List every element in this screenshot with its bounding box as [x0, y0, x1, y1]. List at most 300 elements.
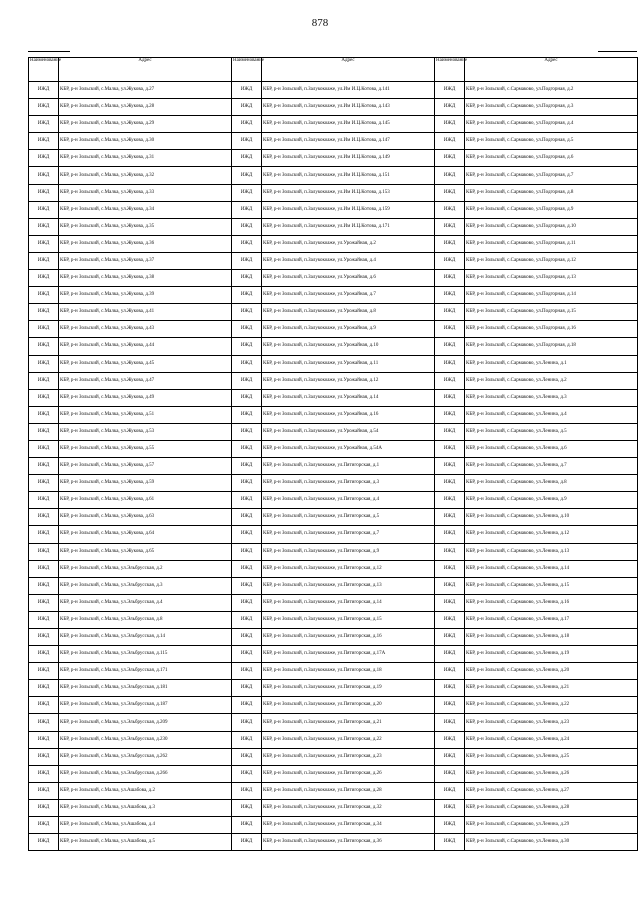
address-cell: КБР, р-н Зольский, с.Малка, ул.Жукова, д.28: [59, 99, 232, 116]
address-cell: КБР, р-н Зольский, с.Сармаково, ул.Ленина, д.19: [465, 646, 638, 663]
table-row: [29, 440, 638, 457]
address-cell: КБР, р-н Зольский, с.Сармаково, ул.Подгорная, д.18: [465, 338, 638, 355]
address-cell: КБР, р-н Зольский, п.Залукокоаже, ул.Пятигорская, д.36: [262, 834, 435, 851]
header-rule-right: [598, 51, 637, 52]
address-cell: КБР, р-н Зольский, п.Залукокоаже, ул.Урожайная, д.9: [262, 321, 435, 338]
table-row: [29, 218, 638, 235]
table-row: [29, 817, 638, 834]
address-cell: КБР, р-н Зольский, с.Сармаково, ул.Ленина, д.24: [465, 731, 638, 748]
type-cell: ИЖД: [435, 252, 465, 269]
address-cell: КБР, р-н Зольский, с.Сармаково, ул.Ленина, д.29: [465, 817, 638, 834]
type-cell: ИЖД: [232, 338, 262, 355]
type-cell: ИЖД: [435, 99, 465, 116]
type-cell: ИЖД: [435, 611, 465, 628]
address-cell: КБР, р-н Зольский, с.Сармаково, ул.Ленина, д.8: [465, 475, 638, 492]
address-cell: КБР, р-н Зольский, п.Залукокоаже, ул.Пятигорская, д.21: [262, 714, 435, 731]
address-cell: КБР, р-н Зольский, п.Залукокоаже, ул.Пятигорская, д.9: [262, 543, 435, 560]
type-cell: ИЖД: [435, 834, 465, 851]
address-cell: КБР, р-н Зольский, с.Малка, ул.Эльбрусская, д.209: [59, 714, 232, 731]
table-row: [29, 782, 638, 799]
address-cell: КБР, р-н Зольский, с.Малка, ул.Жукова, д.59: [59, 475, 232, 492]
address-cell: КБР, р-н Зольский, с.Малка, ул.Жукова, д.63: [59, 509, 232, 526]
type-cell: ИЖД: [232, 458, 262, 475]
type-cell: ИЖД: [435, 321, 465, 338]
table-row: [29, 646, 638, 663]
type-cell: ИЖД: [232, 304, 262, 321]
type-cell: ИЖД: [29, 611, 59, 628]
address-cell: КБР, р-н Зольский, с.Малка, ул.Жукова, д.65: [59, 543, 232, 560]
type-cell: ИЖД: [29, 577, 59, 594]
type-cell: ИЖД: [29, 201, 59, 218]
table-row: [29, 389, 638, 406]
address-cell: КБР, р-н Зольский, с.Малка, ул.Жукова, д.61: [59, 492, 232, 509]
address-cell: КБР, р-н Зольский, п.Залукокоаже, ул.Пятигорская, д.1: [262, 458, 435, 475]
address-cell: КБР, р-н Зольский, с.Малка, ул.Эльбрусская, д.266: [59, 765, 232, 782]
address-cell: КБР, р-н Зольский, п.Залукокоаже, ул.Пятигорская, д.14: [262, 594, 435, 611]
table-row: [29, 509, 638, 526]
address-cell: КБР, р-н Зольский, с.Сармаково, ул.Ленина, д.21: [465, 680, 638, 697]
type-cell: ИЖД: [435, 492, 465, 509]
type-cell: ИЖД: [435, 287, 465, 304]
type-cell: ИЖД: [232, 594, 262, 611]
type-cell: ИЖД: [29, 560, 59, 577]
page-number: 878: [311, 17, 329, 29]
type-cell: ИЖД: [232, 560, 262, 577]
address-cell: КБР, р-н Зольский, с.Сармаково, ул.Подгорная, д.6: [465, 150, 638, 167]
table-row: [29, 594, 638, 611]
type-cell: ИЖД: [29, 150, 59, 167]
table-row: [29, 765, 638, 782]
address-cell: КБР, р-н Зольский, п.Залукокоаже, ул.Им И.Ц.Котова, д.149: [262, 150, 435, 167]
type-cell: ИЖД: [435, 116, 465, 133]
address-cell: КБР, р-н Зольский, с.Малка, ул.Эльбрусская, д.4: [59, 594, 232, 611]
address-cell: КБР, р-н Зольский, п.Залукокоаже, ул.Пятигорская, д.7: [262, 526, 435, 543]
address-cell: КБР, р-н Зольский, п.Залукокоаже, ул.Урожайная, д.10: [262, 338, 435, 355]
type-cell: ИЖД: [435, 304, 465, 321]
type-cell: ИЖД: [435, 82, 465, 99]
address-cell: КБР, р-н Зольский, п.Залукокоаже, ул.Им И.Ц.Котова, д.153: [262, 184, 435, 201]
type-cell: ИЖД: [232, 817, 262, 834]
type-cell: ИЖД: [29, 799, 59, 816]
address-cell: КБР, р-н Зольский, с.Малка, ул.Эльбрусская, д.181: [59, 680, 232, 697]
address-cell: КБР, р-н Зольский, с.Малка, ул.Жукова, д.37: [59, 252, 232, 269]
type-cell: ИЖД: [435, 748, 465, 765]
table-row: [29, 270, 638, 287]
type-cell: ИЖД: [232, 423, 262, 440]
address-cell: КБР, р-н Зольский, с.Малка, ул.Жукова, д.51: [59, 406, 232, 423]
type-cell: ИЖД: [232, 492, 262, 509]
table-row: [29, 133, 638, 150]
type-cell: ИЖД: [29, 594, 59, 611]
address-cell: КБР, р-н Зольский, с.Малка, ул.Жукова, д.32: [59, 167, 232, 184]
table-row: [29, 355, 638, 372]
table-row: [29, 252, 638, 269]
type-cell: ИЖД: [435, 150, 465, 167]
address-cell: КБР, р-н Зольский, с.Сармаково, ул.Ленина, д.18: [465, 629, 638, 646]
address-cell: КБР, р-н Зольский, п.Залукокоаже, ул.Урожайная, д.6: [262, 270, 435, 287]
address-cell: КБР, р-н Зольский, с.Сармаково, ул.Ленина, д.22: [465, 697, 638, 714]
address-cell: КБР, р-н Зольский, с.Малка, ул.Жукова, д.55: [59, 440, 232, 457]
address-cell: КБР, р-н Зольский, с.Сармаково, ул.Подгорная, д.4: [465, 116, 638, 133]
address-cell: КБР, р-н Зольский, с.Малка, ул.Жукова, д.64: [59, 526, 232, 543]
type-cell: ИЖД: [232, 116, 262, 133]
type-cell: ИЖД: [435, 543, 465, 560]
type-cell: ИЖД: [232, 133, 262, 150]
address-cell: КБР, р-н Зольский, п.Залукокоаже, ул.Урожайная, д.8: [262, 304, 435, 321]
column-header-type-1: Наименование: [29, 58, 59, 82]
type-cell: ИЖД: [29, 235, 59, 252]
type-cell: ИЖД: [232, 629, 262, 646]
type-cell: ИЖД: [435, 560, 465, 577]
column-header-address-1: Адрес: [59, 58, 232, 82]
type-cell: ИЖД: [435, 218, 465, 235]
table-row: [29, 99, 638, 116]
type-cell: ИЖД: [29, 133, 59, 150]
column-header-address-3: Адрес: [465, 58, 638, 82]
address-cell: КБР, р-н Зольский, с.Малка, ул.Жукова, д.44: [59, 338, 232, 355]
table-row: [29, 372, 638, 389]
type-cell: ИЖД: [29, 458, 59, 475]
address-cell: КБР, р-н Зольский, с.Сармаково, ул.Ленина, д.9: [465, 492, 638, 509]
address-cell: КБР, р-н Зольский, п.Залукокоаже, ул.Им И.Ц.Котова, д.143: [262, 99, 435, 116]
type-cell: ИЖД: [435, 509, 465, 526]
address-cell: КБР, р-н Зольский, п.Залукокоаже, ул.Урожайная, д.16: [262, 406, 435, 423]
type-cell: ИЖД: [29, 782, 59, 799]
type-cell: ИЖД: [435, 184, 465, 201]
address-cell: КБР, р-н Зольский, п.Залукокоаже, ул.Пятигорская, д.20: [262, 697, 435, 714]
table-row: [29, 697, 638, 714]
type-cell: ИЖД: [232, 252, 262, 269]
type-cell: ИЖД: [435, 663, 465, 680]
type-cell: ИЖД: [232, 389, 262, 406]
table-row: [29, 184, 638, 201]
type-cell: ИЖД: [232, 765, 262, 782]
address-cell: КБР, р-н Зольский, с.Сармаково, ул.Ленина, д.25: [465, 748, 638, 765]
type-cell: ИЖД: [29, 475, 59, 492]
table-row: [29, 714, 638, 731]
type-cell: ИЖД: [232, 440, 262, 457]
table-body: [29, 82, 638, 851]
address-cell: КБР, р-н Зольский, с.Малка, ул.Эльбрусская, д.14: [59, 629, 232, 646]
address-cell: КБР, р-н Зольский, п.Залукокоаже, ул.Урожайная, д.4: [262, 252, 435, 269]
type-cell: ИЖД: [232, 663, 262, 680]
type-cell: ИЖД: [29, 680, 59, 697]
address-cell: КБР, р-н Зольский, с.Сармаково, ул.Подгорная, д.13: [465, 270, 638, 287]
address-table: [28, 57, 638, 851]
type-cell: ИЖД: [29, 184, 59, 201]
address-cell: КБР, р-н Зольский, с.Малка, ул.Эльбрусская, д.3: [59, 577, 232, 594]
address-cell: КБР, р-н Зольский, с.Малка, ул.Жукова, д.41: [59, 304, 232, 321]
type-cell: ИЖД: [435, 680, 465, 697]
table-row: [29, 423, 638, 440]
table-row: [29, 629, 638, 646]
address-cell: КБР, р-н Зольский, п.Залукокоаже, ул.Пятигорская, д.26: [262, 765, 435, 782]
table-row: [29, 287, 638, 304]
address-cell: КБР, р-н Зольский, с.Сармаково, ул.Подгорная, д.16: [465, 321, 638, 338]
type-cell: ИЖД: [232, 748, 262, 765]
table-row: [29, 560, 638, 577]
type-cell: ИЖД: [232, 526, 262, 543]
address-cell: КБР, р-н Зольский, с.Малка, ул.Ашабова, д.4: [59, 817, 232, 834]
address-cell: КБР, р-н Зольский, с.Малка, ул.Жукова, д.49: [59, 389, 232, 406]
type-cell: ИЖД: [29, 543, 59, 560]
type-cell: ИЖД: [29, 817, 59, 834]
address-cell: КБР, р-н Зольский, п.Залукокоаже, ул.Пятигорская, д.23: [262, 748, 435, 765]
table-header-row: [29, 58, 638, 82]
address-cell: КБР, р-н Зольский, п.Залукокоаже, ул.Пятигорская, д.12: [262, 560, 435, 577]
type-cell: ИЖД: [29, 663, 59, 680]
type-cell: ИЖД: [435, 765, 465, 782]
address-cell: КБР, р-н Зольский, п.Залукокоаже, ул.Пятигорская, д.15: [262, 611, 435, 628]
type-cell: ИЖД: [29, 116, 59, 133]
type-cell: ИЖД: [232, 680, 262, 697]
address-cell: КБР, р-н Зольский, с.Сармаково, ул.Подгорная, д.11: [465, 235, 638, 252]
address-cell: КБР, р-н Зольский, п.Залукокоаже, ул.Урожайная, д.11: [262, 355, 435, 372]
type-cell: ИЖД: [435, 389, 465, 406]
column-header-type-3: Наименование: [435, 58, 465, 82]
address-cell: КБР, р-н Зольский, с.Сармаково, ул.Ленина, д.12: [465, 526, 638, 543]
table-row: [29, 458, 638, 475]
address-cell: КБР, р-н Зольский, с.Малка, ул.Эльбрусская, д.262: [59, 748, 232, 765]
address-cell: КБР, р-н Зольский, п.Залукокоаже, ул.Им И.Ц.Котова, д.151: [262, 167, 435, 184]
address-cell: КБР, р-н Зольский, с.Сармаково, ул.Ленина, д.2: [465, 372, 638, 389]
table-row: [29, 543, 638, 560]
type-cell: ИЖД: [435, 423, 465, 440]
type-cell: ИЖД: [435, 270, 465, 287]
address-cell: КБР, р-н Зольский, с.Малка, ул.Жукова, д.39: [59, 287, 232, 304]
table-row: [29, 680, 638, 697]
address-cell: КБР, р-н Зольский, с.Сармаково, ул.Ленина, д.13: [465, 543, 638, 560]
address-cell: КБР, р-н Зольский, с.Малка, ул.Жукова, д.45: [59, 355, 232, 372]
address-cell: КБР, р-н Зольский, с.Малка, ул.Эльбрусская, д.187: [59, 697, 232, 714]
type-cell: ИЖД: [435, 577, 465, 594]
type-cell: ИЖД: [29, 509, 59, 526]
type-cell: ИЖД: [232, 577, 262, 594]
type-cell: ИЖД: [435, 235, 465, 252]
type-cell: ИЖД: [232, 731, 262, 748]
address-cell: КБР, р-н Зольский, с.Малка, ул.Жукова, д.33: [59, 184, 232, 201]
address-cell: КБР, р-н Зольский, с.Сармаково, ул.Ленина, д.30: [465, 834, 638, 851]
type-cell: ИЖД: [29, 338, 59, 355]
address-cell: КБР, р-н Зольский, с.Сармаково, ул.Ленина, д.15: [465, 577, 638, 594]
address-cell: КБР, р-н Зольский, с.Малка, ул.Ашабова, д.2: [59, 782, 232, 799]
address-cell: КБР, р-н Зольский, с.Сармаково, ул.Ленина, д.28: [465, 799, 638, 816]
address-cell: КБР, р-н Зольский, п.Залукокоаже, ул.Урожайная, д.7: [262, 287, 435, 304]
table-row: [29, 748, 638, 765]
type-cell: ИЖД: [29, 526, 59, 543]
table-row: [29, 167, 638, 184]
address-cell: КБР, р-н Зольский, с.Малка, ул.Жукова, д.57: [59, 458, 232, 475]
address-cell: КБР, р-н Зольский, с.Малка, ул.Жукова, д.53: [59, 423, 232, 440]
type-cell: ИЖД: [232, 543, 262, 560]
address-cell: КБР, р-н Зольский, с.Малка, ул.Жукова, д.31: [59, 150, 232, 167]
type-cell: ИЖД: [232, 355, 262, 372]
address-cell: КБР, р-н Зольский, с.Сармаково, ул.Ленина, д.23: [465, 714, 638, 731]
address-cell: КБР, р-н Зольский, п.Залукокоаже, ул.Пятигорская, д.32: [262, 799, 435, 816]
address-cell: КБР, р-н Зольский, с.Сармаково, ул.Ленина, д.16: [465, 594, 638, 611]
type-cell: ИЖД: [232, 287, 262, 304]
type-cell: ИЖД: [435, 440, 465, 457]
type-cell: ИЖД: [29, 714, 59, 731]
address-cell: КБР, р-н Зольский, п.Залукокоаже, ул.Им И.Ц.Котова, д.147: [262, 133, 435, 150]
type-cell: ИЖД: [232, 150, 262, 167]
type-cell: ИЖД: [29, 99, 59, 116]
type-cell: ИЖД: [29, 167, 59, 184]
address-cell: КБР, р-н Зольский, с.Сармаково, ул.Подгорная, д.15: [465, 304, 638, 321]
address-cell: КБР, р-н Зольский, п.Залукокоаже, ул.Урожайная, д.54А: [262, 440, 435, 457]
address-cell: КБР, р-н Зольский, с.Малка, ул.Эльбрусская, д.115: [59, 646, 232, 663]
type-cell: ИЖД: [29, 406, 59, 423]
type-cell: ИЖД: [29, 834, 59, 851]
address-cell: КБР, р-н Зольский, п.Залукокоаже, ул.Урожайная, д.12: [262, 372, 435, 389]
table-row: [29, 321, 638, 338]
type-cell: ИЖД: [435, 799, 465, 816]
type-cell: ИЖД: [435, 594, 465, 611]
type-cell: ИЖД: [232, 714, 262, 731]
type-cell: ИЖД: [435, 817, 465, 834]
address-cell: КБР, р-н Зольский, с.Сармаково, ул.Подгорная, д.5: [465, 133, 638, 150]
address-cell: КБР, р-н Зольский, п.Залукокоаже, ул.Урожайная, д.54: [262, 423, 435, 440]
type-cell: ИЖД: [29, 82, 59, 99]
table-row: [29, 201, 638, 218]
type-cell: ИЖД: [435, 338, 465, 355]
address-cell: КБР, р-н Зольский, с.Малка, ул.Ашабова, д.3: [59, 799, 232, 816]
type-cell: ИЖД: [232, 509, 262, 526]
address-cell: КБР, р-н Зольский, п.Залукокоаже, ул.Пятигорская, д.19: [262, 680, 435, 697]
type-cell: ИЖД: [232, 184, 262, 201]
type-cell: ИЖД: [29, 748, 59, 765]
type-cell: ИЖД: [29, 389, 59, 406]
address-cell: КБР, р-н Зольский, с.Сармаково, ул.Ленина, д.7: [465, 458, 638, 475]
address-cell: КБР, р-н Зольский, с.Сармаково, ул.Подгорная, д.7: [465, 167, 638, 184]
address-cell: КБР, р-н Зольский, с.Сармаково, ул.Ленина, д.4: [465, 406, 638, 423]
address-cell: КБР, р-н Зольский, с.Сармаково, ул.Ленина, д.20: [465, 663, 638, 680]
address-cell: КБР, р-н Зольский, с.Сармаково, ул.Ленина, д.26: [465, 765, 638, 782]
column-header-type-2: Наименование: [232, 58, 262, 82]
address-cell: КБР, р-н Зольский, п.Залукокоаже, ул.Им И.Ц.Котова, д.171: [262, 218, 435, 235]
address-cell: КБР, р-н Зольский, с.Малка, ул.Жукова, д.27: [59, 82, 232, 99]
type-cell: ИЖД: [29, 731, 59, 748]
address-cell: КБР, р-н Зольский, с.Малка, ул.Жукова, д.38: [59, 270, 232, 287]
table-row: [29, 731, 638, 748]
type-cell: ИЖД: [435, 167, 465, 184]
type-cell: ИЖД: [232, 834, 262, 851]
table-row: [29, 577, 638, 594]
type-cell: ИЖД: [29, 270, 59, 287]
table-row: [29, 235, 638, 252]
table-row: [29, 475, 638, 492]
type-cell: ИЖД: [435, 646, 465, 663]
type-cell: ИЖД: [435, 133, 465, 150]
type-cell: ИЖД: [435, 372, 465, 389]
type-cell: ИЖД: [29, 697, 59, 714]
address-cell: КБР, р-н Зольский, с.Сармаково, ул.Ленина, д.5: [465, 423, 638, 440]
address-cell: КБР, р-н Зольский, с.Малка, ул.Жукова, д.47: [59, 372, 232, 389]
address-cell: КБР, р-н Зольский, с.Малка, ул.Ашабова, д.5: [59, 834, 232, 851]
table-row: [29, 611, 638, 628]
type-cell: ИЖД: [232, 782, 262, 799]
table-row: [29, 492, 638, 509]
address-cell: КБР, р-н Зольский, с.Малка, ул.Эльбрусская, д.2: [59, 560, 232, 577]
address-cell: КБР, р-н Зольский, с.Сармаково, ул.Ленина, д.6: [465, 440, 638, 457]
address-cell: КБР, р-н Зольский, п.Залукокоаже, ул.Им И.Ц.Котова, д.141: [262, 82, 435, 99]
type-cell: ИЖД: [29, 252, 59, 269]
address-cell: КБР, р-н Зольский, с.Сармаково, ул.Ленина, д.14: [465, 560, 638, 577]
type-cell: ИЖД: [29, 765, 59, 782]
address-cell: КБР, р-н Зольский, п.Залукокоаже, ул.Пятигорская, д.28: [262, 782, 435, 799]
address-cell: КБР, р-н Зольский, п.Залукокоаже, ул.Пятигорская, д.4: [262, 492, 435, 509]
table-row: [29, 150, 638, 167]
type-cell: ИЖД: [435, 355, 465, 372]
type-cell: ИЖД: [232, 406, 262, 423]
type-cell: ИЖД: [435, 782, 465, 799]
type-cell: ИЖД: [435, 201, 465, 218]
type-cell: ИЖД: [232, 799, 262, 816]
address-cell: КБР, р-н Зольский, с.Малка, ул.Жукова, д.29: [59, 116, 232, 133]
type-cell: ИЖД: [435, 475, 465, 492]
address-cell: КБР, р-н Зольский, с.Сармаково, ул.Подгорная, д.10: [465, 218, 638, 235]
column-header-address-2: Адрес: [262, 58, 435, 82]
address-cell: КБР, р-н Зольский, п.Залукокоаже, ул.Пятигорская, д.34: [262, 817, 435, 834]
address-cell: КБР, р-н Зольский, с.Малка, ул.Жукова, д.36: [59, 235, 232, 252]
header-rule-left: [28, 51, 70, 52]
address-cell: КБР, р-н Зольский, с.Малка, ул.Жукова, д.34: [59, 201, 232, 218]
type-cell: ИЖД: [29, 423, 59, 440]
type-cell: ИЖД: [232, 372, 262, 389]
type-cell: ИЖД: [29, 440, 59, 457]
type-cell: ИЖД: [29, 646, 59, 663]
address-cell: КБР, р-н Зольский, с.Сармаково, ул.Ленина, д.27: [465, 782, 638, 799]
address-cell: КБР, р-н Зольский, п.Залукокоаже, ул.Урожайная, д.14: [262, 389, 435, 406]
table-row: [29, 304, 638, 321]
type-cell: ИЖД: [29, 287, 59, 304]
address-cell: КБР, р-н Зольский, п.Залукокоаже, ул.Пятигорская, д.18: [262, 663, 435, 680]
type-cell: ИЖД: [29, 304, 59, 321]
type-cell: ИЖД: [232, 646, 262, 663]
type-cell: ИЖД: [435, 406, 465, 423]
table-row: [29, 116, 638, 133]
address-cell: КБР, р-н Зольский, п.Залукокоаже, ул.Пятигорская, д.22: [262, 731, 435, 748]
address-cell: КБР, р-н Зольский, п.Залукокоаже, ул.Пятигорская, д.5: [262, 509, 435, 526]
type-cell: ИЖД: [29, 372, 59, 389]
type-cell: ИЖД: [232, 167, 262, 184]
type-cell: ИЖД: [232, 218, 262, 235]
address-cell: КБР, р-н Зольский, с.Малка, ул.Жукова, д.35: [59, 218, 232, 235]
type-cell: ИЖД: [232, 235, 262, 252]
address-cell: КБР, р-н Зольский, п.Залукокоаже, ул.Им И.Ц.Котова, д.145: [262, 116, 435, 133]
table-row: [29, 526, 638, 543]
type-cell: ИЖД: [232, 475, 262, 492]
address-cell: КБР, р-н Зольский, с.Сармаково, ул.Подгорная, д.3: [465, 99, 638, 116]
address-cell: КБР, р-н Зольский, п.Залукокоаже, ул.Им И.Ц.Котова, д.159: [262, 201, 435, 218]
address-cell: КБР, р-н Зольский, с.Сармаково, ул.Подгорная, д.12: [465, 252, 638, 269]
type-cell: ИЖД: [435, 731, 465, 748]
address-cell: КБР, р-н Зольский, п.Залукокоаже, ул.Пятигорская, д.13: [262, 577, 435, 594]
address-cell: КБР, р-н Зольский, с.Сармаково, ул.Подгорная, д.2: [465, 82, 638, 99]
type-cell: ИЖД: [435, 458, 465, 475]
type-cell: ИЖД: [435, 697, 465, 714]
table-row: [29, 834, 638, 851]
address-cell: КБР, р-н Зольский, п.Залукокоаже, ул.Пятигорская, д.17А: [262, 646, 435, 663]
address-cell: КБР, р-н Зольский, с.Сармаково, ул.Подгорная, д.9: [465, 201, 638, 218]
type-cell: ИЖД: [435, 629, 465, 646]
type-cell: ИЖД: [232, 270, 262, 287]
table-row: [29, 799, 638, 816]
address-cell: КБР, р-н Зольский, с.Сармаково, ул.Ленина, д.3: [465, 389, 638, 406]
type-cell: ИЖД: [29, 355, 59, 372]
address-cell: КБР, р-н Зольский, с.Сармаково, ул.Ленина, д.10: [465, 509, 638, 526]
type-cell: ИЖД: [29, 321, 59, 338]
